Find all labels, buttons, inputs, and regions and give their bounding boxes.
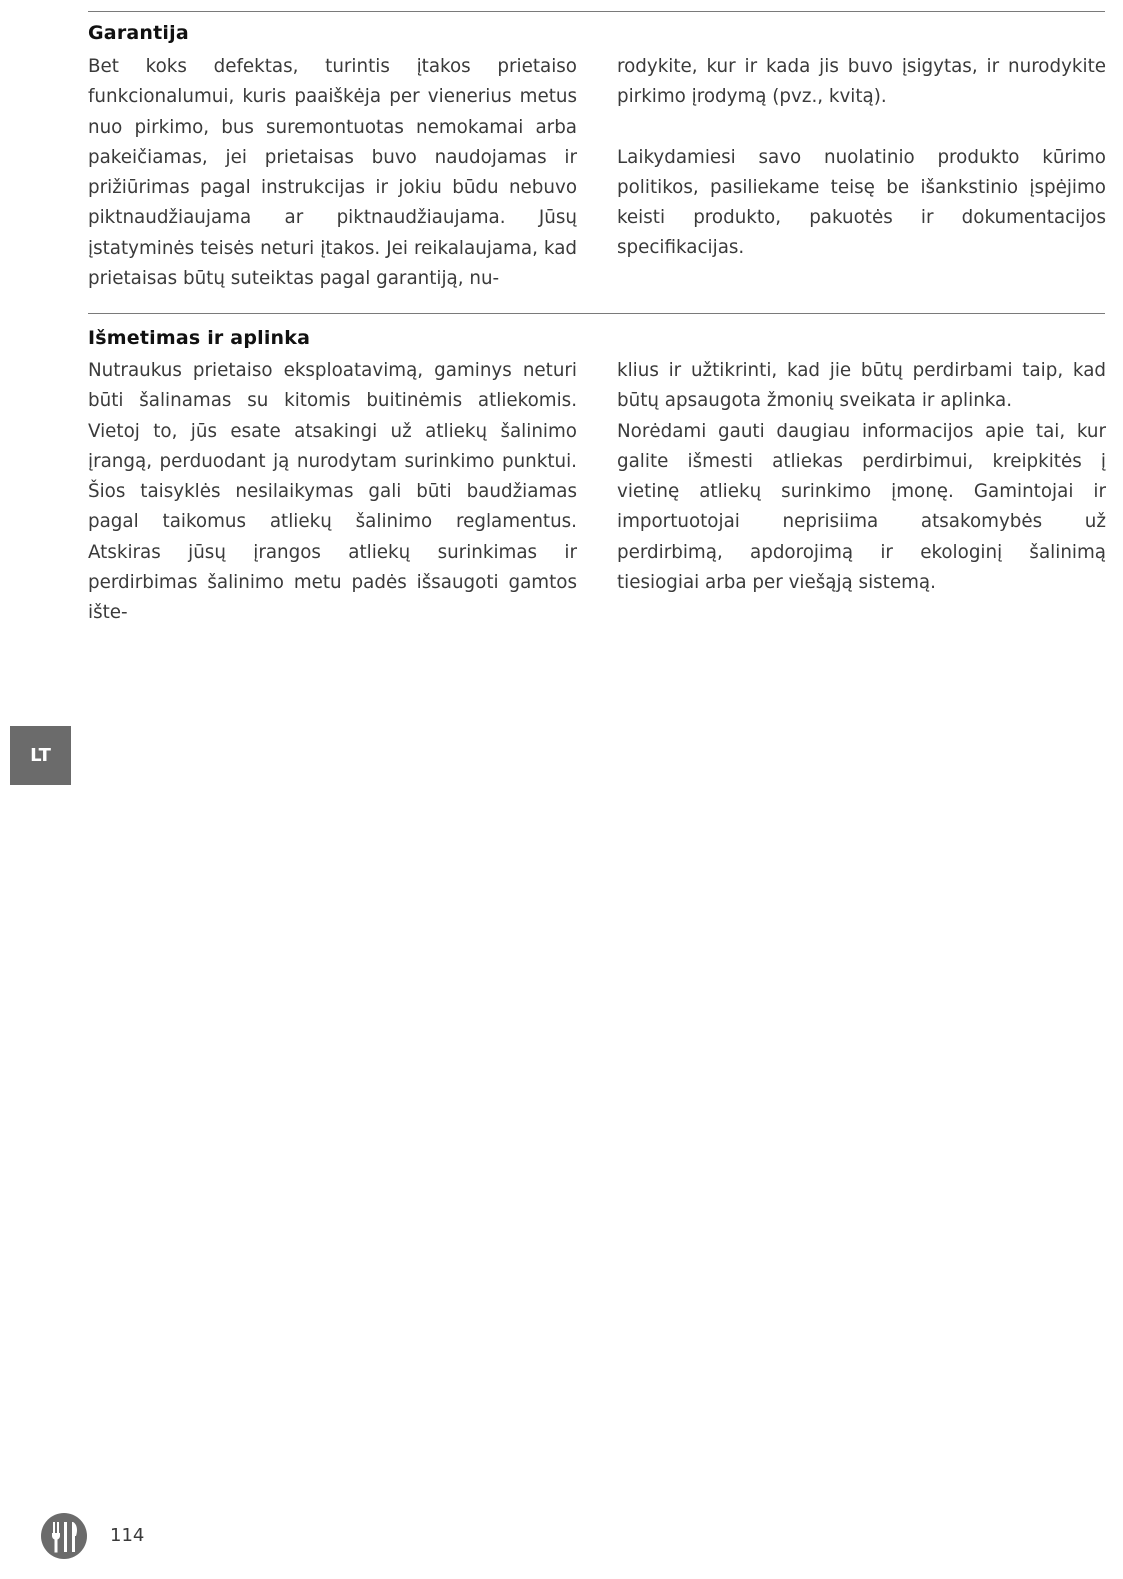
disposal-heading: Išmetimas ir aplinka (88, 327, 311, 349)
language-tab (10, 726, 71, 785)
section-divider (88, 313, 1105, 314)
section-divider (88, 11, 1105, 12)
disposal-left-column (88, 356, 577, 629)
product-policy-paragraph: Laikydamiesi savo nuolatinio produkto kūrimo politikos, pasiliekame teisę be išankstinio įspėjimo keisti produkto, pakuotės ir dokumentacijos specifikacijas. (617, 146, 1106, 259)
warranty-right-column (617, 52, 1106, 264)
language-tab-label: LT (30, 745, 51, 766)
disposal-paragraph-continued: klius ir užtikrinti, kad jie būtų perdirbami taip, kad būtų apsaugota žmonių sveikata ir aplinka. (617, 360, 1106, 412)
disposal-right-column (617, 356, 1106, 598)
disposal-paragraph: Nutraukus prietaiso eksploatavimą, gaminys neturi būti šalinamas su kitomis buitinėmis atliekomis. Vietoj to, jūs esate atsakingi už atliekų šalinimo įrangą, perduodant ją nurodytam surinkimo punktui. Šios taisyklės nesilaikymas gali būti baudžiamas pagal taikomus atliekų šalinimo reglamentus. Atskiras jūsų įrangos atliekų surinkimas ir perdirbimas šalinimo metu padės išsaugoti gamtos ište- (88, 360, 577, 624)
warranty-section (88, 11, 1105, 311)
warranty-heading: Garantija (88, 22, 189, 44)
disposal-section (88, 313, 1106, 624)
warranty-left-column (88, 52, 577, 294)
warranty-paragraph: Bet koks defektas, turintis įtakos prietaiso funkcionalumui, kuris paaiškėja per vienerius metus nuo pirkimo, bus suremontuotas nemokamai arba pakeičiamas, jei prietaisas buvo naudojamas ir prižiūrimas pagal instrukcijas ir jokiu būdu nebuvo piktnaudžiaujama ar piktnaudžiaujama. Jūsų įstatyminės teisės neturi įtakos. Jei reikalaujama, kad prietaisas būtų suteiktas pagal garantiją, nu- (88, 56, 577, 290)
page-number: 114 (110, 1525, 145, 1546)
cutlery-icon (40, 1512, 88, 1560)
recycling-info-paragraph: Norėdami gauti daugiau informacijos apie tai, kur galite išmesti atliekas perdirbimui, kreipkitės į vietinę atliekų surinkimo įmonę. Gamintojai ir importuotojai neprisiima atsakomybės už perdirbimą, apdorojimą ir ekologinį šalinimą tiesiogiai arba per viešąją sistemą. (617, 420, 1106, 594)
warranty-paragraph-continued: rodykite, kur ir kada jis buvo įsigytas, ir nurodykite pirkimo įrodymą (pvz., kvitą). (617, 56, 1106, 108)
